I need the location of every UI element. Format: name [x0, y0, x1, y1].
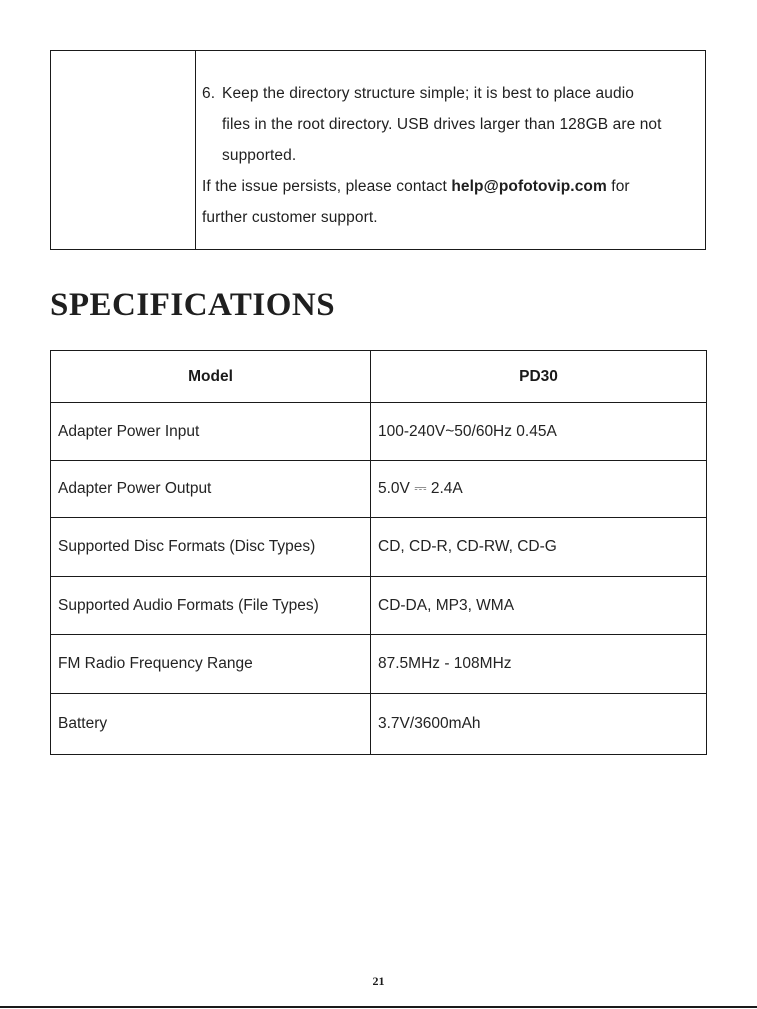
troubleshooting-solution-cell	[196, 51, 705, 249]
spec-header-row	[51, 351, 707, 403]
spec-value: CD, CD-R, CD-RW, CD-G	[371, 518, 707, 577]
spec-label: Battery	[51, 694, 371, 755]
spec-row	[51, 518, 707, 577]
step-6-number: 6.	[202, 85, 216, 102]
page-number: 21	[372, 974, 385, 988]
spec-header-value: PD30	[371, 351, 707, 403]
spec-row	[51, 403, 707, 461]
troubleshooting-table	[50, 50, 706, 250]
contact-prefix: If the issue persists, please contact	[202, 178, 452, 195]
spec-value: CD-DA, MP3, WMA	[371, 577, 707, 635]
spec-row	[51, 694, 707, 755]
step-6-line-3: supported.	[222, 147, 297, 164]
specifications-heading: SPECIFICATIONS	[50, 287, 336, 323]
contact-suffix: for	[606, 178, 630, 195]
specifications-table	[50, 350, 707, 755]
step-6-line-2: files in the root directory. USB drives larger than 128GB are not	[222, 116, 662, 133]
spec-label: Supported Audio Formats (File Types)	[51, 577, 371, 635]
spec-row	[51, 577, 707, 635]
spec-label: Adapter Power Input	[51, 403, 371, 461]
spec-label: FM Radio Frequency Range	[51, 635, 371, 694]
step-6	[202, 78, 705, 171]
troubleshooting-problem-cell	[51, 51, 196, 249]
contact-line-2: further customer support.	[202, 209, 378, 226]
spec-value: 100-240V~50/60Hz 0.45A	[371, 403, 707, 461]
spec-header-label: Model	[51, 351, 371, 403]
spec-row	[51, 635, 707, 694]
spec-value: 3.7V/3600mAh	[371, 694, 707, 755]
spec-label: Supported Disc Formats (Disc Types)	[51, 518, 371, 577]
contact-line	[202, 171, 705, 202]
spec-value: 5.0V ⎓ 2.4A	[371, 461, 707, 518]
bottom-divider	[0, 1006, 757, 1008]
spec-value: 87.5MHz - 108MHz	[371, 635, 707, 694]
support-email-link[interactable]: help@pofotovip.com	[451, 178, 607, 195]
step-6-line-1: Keep the directory structure simple; it is best to place audio	[222, 85, 634, 102]
spec-row	[51, 461, 707, 518]
spec-label: Adapter Power Output	[51, 461, 371, 518]
